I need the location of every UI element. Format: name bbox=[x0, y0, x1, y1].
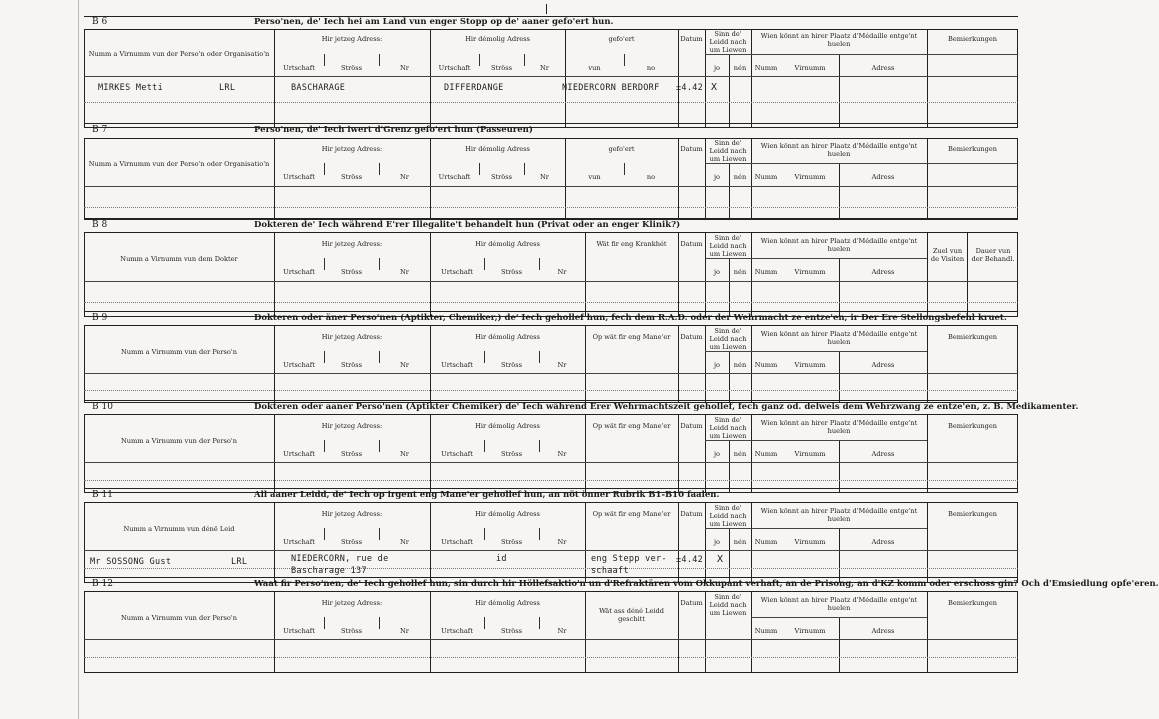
col-header-name: Numm a Virnumm vun der Perso'n oder Organisatio'n bbox=[88, 50, 270, 58]
form-page bbox=[78, 6, 1159, 688]
subheader-yes: jo bbox=[713, 173, 720, 181]
col-header-remarks: Bemierkungen bbox=[947, 145, 998, 153]
section-code: B 7 bbox=[92, 125, 108, 135]
section-b12 bbox=[84, 577, 1159, 687]
subheader-nr: Nr bbox=[557, 450, 567, 458]
subheader-locality: Urtschaft bbox=[441, 538, 473, 546]
subheader-no: nén bbox=[733, 538, 747, 546]
entry-yes-mark: X bbox=[711, 82, 718, 93]
subheader-address: Adress bbox=[871, 173, 895, 181]
entry-current-address-line2: Bascharage 137 bbox=[291, 566, 367, 576]
section-title: Dokteren oder aaner Perso'nen (Aptikter Chemiker) de' Iech während Erer Wehrmachtszeit gehollef, fech ganz od. delweis dem Wehrzwang ze entze'en, z. B. Medikamenter. bbox=[254, 402, 1079, 412]
subheader-to: no bbox=[646, 173, 656, 181]
col-header-date: Datum bbox=[680, 599, 703, 607]
subheader-street: Ströss bbox=[340, 538, 363, 546]
col-header-alive: Sinn de' Leidd nach um Liewen bbox=[709, 504, 747, 528]
subheader-to: no bbox=[646, 64, 656, 72]
section-code: B 10 bbox=[92, 402, 113, 412]
subheader-address: Adress bbox=[871, 361, 895, 369]
col-header-name: Numm a Virnumm vun der Perso'n bbox=[121, 348, 237, 356]
subheader-yes: jo bbox=[713, 268, 720, 276]
subheader-locality: Urtschaft bbox=[441, 268, 473, 276]
subheader-firstname: Virnumm bbox=[794, 173, 826, 181]
subheader-no: nén bbox=[733, 173, 747, 181]
col-header-remarks: Bemierkungen bbox=[947, 510, 998, 518]
col-header-what-happened: Wät ass déné Leidd geschitt bbox=[599, 607, 664, 623]
subheader-street: Ströss bbox=[340, 268, 363, 276]
subheader-locality: Urtschaft bbox=[283, 627, 315, 635]
subheader-street: Ströss bbox=[340, 627, 363, 635]
subheader-locality: Urtschaft bbox=[441, 627, 473, 635]
col-header-name: Numm a Virnumm vun dénë Leid bbox=[123, 525, 235, 533]
col-header-alive: Sinn de' Leidd nach um Liewen bbox=[709, 30, 747, 54]
subheader-street: Ströss bbox=[340, 450, 363, 458]
subheader-yes: jo bbox=[713, 361, 720, 369]
subheader-nr: Nr bbox=[540, 64, 549, 72]
subheader-street: Ströss bbox=[500, 450, 523, 458]
col-header-medal: Wien könnt an hirer Plaatz d'Médaille entge'nt huelen bbox=[760, 330, 918, 346]
entry-current-address-line1: NIEDERCORN, rue de bbox=[291, 554, 389, 564]
subheader-street: Ströss bbox=[500, 361, 523, 369]
subheader-nr: Nr bbox=[400, 627, 409, 635]
col-header-remarks: Bemierkungen bbox=[947, 599, 998, 607]
section-b10 bbox=[84, 400, 1079, 492]
subheader-street: Ströss bbox=[500, 627, 523, 635]
section-b8 bbox=[84, 218, 1018, 316]
col-header-medal: Wien könnt an hirer Plaatz d'Médaille entge'nt huelen bbox=[760, 142, 918, 158]
subheader-locality: Urtschaft bbox=[441, 450, 473, 458]
col-header-former: Hir démolig Adress bbox=[465, 35, 530, 43]
entry-tag: LRL bbox=[231, 557, 248, 567]
col-header-former: Hir démolig Adress bbox=[475, 422, 540, 430]
subheader-no: nén bbox=[733, 450, 747, 458]
entry-name: MIRKES Metti bbox=[98, 83, 164, 93]
subheader-firstname: Virnumm bbox=[794, 627, 826, 635]
subheader-street: Ströss bbox=[340, 173, 363, 181]
section-title: Dokteren oder äner Perso'nen (Aptikter, Chemiker,) de' Iech gehollef hun, fech dem R.A.D. oder der Wehrmacht ze entze'en, ir Der Ere Stellongsbefehl kruet. bbox=[254, 313, 1007, 323]
subheader-nr: Nr bbox=[557, 538, 567, 546]
subheader-yes: jo bbox=[713, 538, 720, 546]
col-header-fled: gefo'ert bbox=[608, 35, 635, 43]
subheader-yes: jo bbox=[713, 64, 720, 72]
subheader-locality: Urtschaft bbox=[283, 361, 315, 369]
subheader-nr: Nr bbox=[400, 64, 409, 72]
col-header-former: Hir démolig Adress bbox=[475, 333, 540, 341]
subheader-locality: Urtschaft bbox=[283, 450, 315, 458]
entry-yes-mark: X bbox=[717, 554, 724, 565]
subheader-locality: Urtschaft bbox=[283, 64, 315, 72]
entry-fled-to: NIEDERCORN BERDORF bbox=[562, 83, 660, 93]
col-header-current: Hir jetzeg Adress: bbox=[321, 145, 383, 153]
col-header-date: Datum bbox=[680, 145, 703, 153]
col-header-method: Op wät fir eng Mane'er bbox=[592, 510, 671, 518]
col-header-alive: Sinn de' Leidd nach um Liewen bbox=[709, 593, 747, 617]
col-header-date: Datum bbox=[680, 35, 703, 43]
entry-method-line1: eng Stepp ver- bbox=[591, 554, 667, 564]
subheader-from: vun bbox=[588, 173, 601, 181]
col-header-duration: Dauer vun der Behandl. bbox=[971, 247, 1015, 263]
subheader-name: Numm bbox=[754, 268, 778, 276]
section-b11 bbox=[84, 488, 1018, 583]
col-header-current: Hir jetzeg Adress: bbox=[321, 240, 383, 248]
subheader-nr: Nr bbox=[557, 268, 567, 276]
col-header-alive: Sinn de' Leidd nach um Liewen bbox=[709, 416, 747, 440]
col-header-date: Datum bbox=[680, 333, 703, 341]
col-header-current: Hir jetzeg Adress: bbox=[321, 422, 383, 430]
entry-current-address: BASCHARAGE bbox=[291, 83, 346, 93]
col-header-medal: Wien könnt an hirer Plaatz d'Médaille entge'nt huelen bbox=[760, 237, 918, 253]
subheader-street: Ströss bbox=[500, 538, 523, 546]
col-header-former: Hir démolig Adress bbox=[465, 145, 530, 153]
col-header-current: Hir jetzeg Adress: bbox=[321, 35, 383, 43]
entry-former-address: DIFFERDANGE bbox=[444, 83, 504, 93]
section-b6 bbox=[84, 16, 1018, 128]
subheader-locality: Urtschaft bbox=[441, 361, 473, 369]
subheader-nr: Nr bbox=[557, 361, 567, 369]
subheader-firstname: Virnumm bbox=[794, 64, 826, 72]
subheader-address: Adress bbox=[871, 627, 895, 635]
subheader-name: Numm bbox=[754, 173, 778, 181]
section-code: B 9 bbox=[92, 313, 108, 323]
col-header-alive: Sinn de' Leidd nach um Liewen bbox=[709, 327, 747, 351]
subheader-firstname: Virnumm bbox=[794, 450, 826, 458]
subheader-name: Numm bbox=[754, 450, 778, 458]
section-b9 bbox=[84, 311, 1018, 401]
subheader-no: nén bbox=[733, 64, 747, 72]
subheader-street: Ströss bbox=[340, 361, 363, 369]
entry-former-address: id bbox=[496, 554, 507, 564]
subheader-locality: Urtschaft bbox=[438, 64, 471, 72]
subheader-nr: Nr bbox=[557, 627, 567, 635]
col-header-former: Hir démolig Adress bbox=[475, 599, 540, 607]
section-title: All aaner Leidd, de' Iech op irgent eng Mane'er gehollef hun, an nöt önner Rubrik B1-B10 faalen. bbox=[254, 490, 720, 500]
subheader-address: Adress bbox=[871, 450, 895, 458]
col-header-method: Op wät fir eng Mane'er bbox=[592, 333, 671, 341]
col-header-current: Hir jetzeg Adress: bbox=[321, 599, 383, 607]
col-header-alive: Sinn de' Leidd nach um Liewen bbox=[709, 234, 747, 258]
entry-date: ±4.42 bbox=[676, 555, 704, 565]
subheader-locality: Urtschaft bbox=[283, 538, 315, 546]
section-code: B 6 bbox=[92, 17, 108, 27]
subheader-address: Adress bbox=[871, 64, 895, 72]
subheader-nr: Nr bbox=[400, 538, 409, 546]
subheader-nr: Nr bbox=[400, 173, 409, 181]
subheader-address: Adress bbox=[871, 538, 895, 546]
subheader-nr: Nr bbox=[540, 173, 549, 181]
subheader-from: vun bbox=[588, 64, 601, 72]
col-header-date: Datum bbox=[680, 422, 703, 430]
subheader-no: nén bbox=[733, 361, 747, 369]
col-header-former: Hir démolig Adress bbox=[475, 240, 540, 248]
subheader-street: Ströss bbox=[500, 268, 523, 276]
col-header-former: Hir démolig Adress bbox=[475, 510, 540, 518]
section-code: B 8 bbox=[92, 220, 108, 230]
col-header-fled: gefo'ert bbox=[608, 145, 635, 153]
subheader-address: Adress bbox=[871, 268, 895, 276]
col-header-medal: Wien könnt an hirer Plaatz d'Médaille entge'nt huelen bbox=[760, 596, 918, 612]
section-title: Perso'nen, de' Iech hei am Land vun enger Stopp op de' aaner gefo'ert hun. bbox=[254, 17, 614, 27]
col-header-medal: Wien könnt an hirer Plaatz d'Médaille entge'nt huelen bbox=[760, 507, 918, 523]
subheader-nr: Nr bbox=[400, 361, 409, 369]
subheader-street: Ströss bbox=[490, 64, 513, 72]
section-title: Waat fir Perso'nen, de' Iech gehollef hun, sin durch hir Höllefsaktio'n un d'Refraktären vom Okkupant verhaft, an de Prisong, an d'KZ komm oder erschoss gin? Och d'Emsiedlung opfe'eren. bbox=[254, 579, 1159, 589]
section-title: Perso'nen, de' Iech iwert d'Grenz gefo'ert hun (Passeuren) bbox=[254, 125, 533, 135]
subheader-nr: Nr bbox=[400, 450, 409, 458]
col-header-date: Datum bbox=[680, 240, 703, 248]
entry-date: ±4.42 bbox=[676, 83, 704, 93]
col-header-method: Op wät fir eng Mane'er bbox=[592, 422, 671, 430]
subheader-no: nén bbox=[733, 268, 747, 276]
col-header-current: Hir jetzeg Adress: bbox=[321, 510, 383, 518]
subheader-street: Ströss bbox=[340, 64, 363, 72]
subheader-firstname: Virnumm bbox=[794, 268, 826, 276]
col-header-name: Numm a Virnumm vun der Perso'n bbox=[121, 437, 237, 445]
entry-tag: LRL bbox=[219, 83, 236, 93]
col-header-name: Numm a Virnumm vun dem Dokter bbox=[120, 255, 238, 263]
subheader-firstname: Virnumm bbox=[794, 361, 826, 369]
col-header-remarks: Bemierkungen bbox=[947, 35, 998, 43]
section-code: B 12 bbox=[92, 579, 113, 589]
col-header-visits: Zuel vun de Visiten bbox=[930, 247, 965, 263]
subheader-name: Numm bbox=[754, 361, 778, 369]
section-code: B 11 bbox=[92, 490, 113, 500]
section-b7 bbox=[84, 123, 1018, 218]
entry-method-line2: schaaft bbox=[591, 566, 629, 576]
col-header-date: Datum bbox=[680, 510, 703, 518]
subheader-yes: jo bbox=[713, 450, 720, 458]
col-header-illness: Wät fir eng Krankhét bbox=[596, 240, 667, 248]
col-header-name: Numm a Virnumm vun der Perso'n bbox=[121, 614, 237, 622]
subheader-nr: Nr bbox=[400, 268, 409, 276]
subheader-firstname: Virnumm bbox=[794, 538, 826, 546]
subheader-locality: Urtschaft bbox=[283, 173, 315, 181]
subheader-locality: Urtschaft bbox=[283, 268, 315, 276]
subheader-locality: Urtschaft bbox=[438, 173, 471, 181]
col-header-remarks: Bemierkungen bbox=[947, 333, 998, 341]
col-header-remarks: Bemierkungen bbox=[947, 422, 998, 430]
col-header-medal: Wien könnt an hirer Plaatz d'Médaille entge'nt huelen bbox=[760, 32, 918, 48]
col-header-alive: Sinn de' Leidd nach um Liewen bbox=[709, 139, 747, 163]
section-title: Dokteren de' Iech während E'rer Illegalite't behandelt hun (Privat oder an enger Klinik?) bbox=[254, 220, 681, 230]
col-header-name: Numm a Virnumm vun der Perso'n oder Organisatio'n bbox=[88, 160, 270, 168]
subheader-name: Numm bbox=[754, 538, 778, 546]
entry-name: Mr SOSSONG Gust bbox=[90, 557, 172, 567]
subheader-name: Numm bbox=[754, 627, 778, 635]
subheader-name: Numm bbox=[754, 64, 778, 72]
subheader-street: Ströss bbox=[490, 173, 513, 181]
col-header-current: Hir jetzeg Adress: bbox=[321, 333, 383, 341]
col-header-medal: Wien könnt an hirer Plaatz d'Médaille entge'nt huelen bbox=[760, 419, 918, 435]
